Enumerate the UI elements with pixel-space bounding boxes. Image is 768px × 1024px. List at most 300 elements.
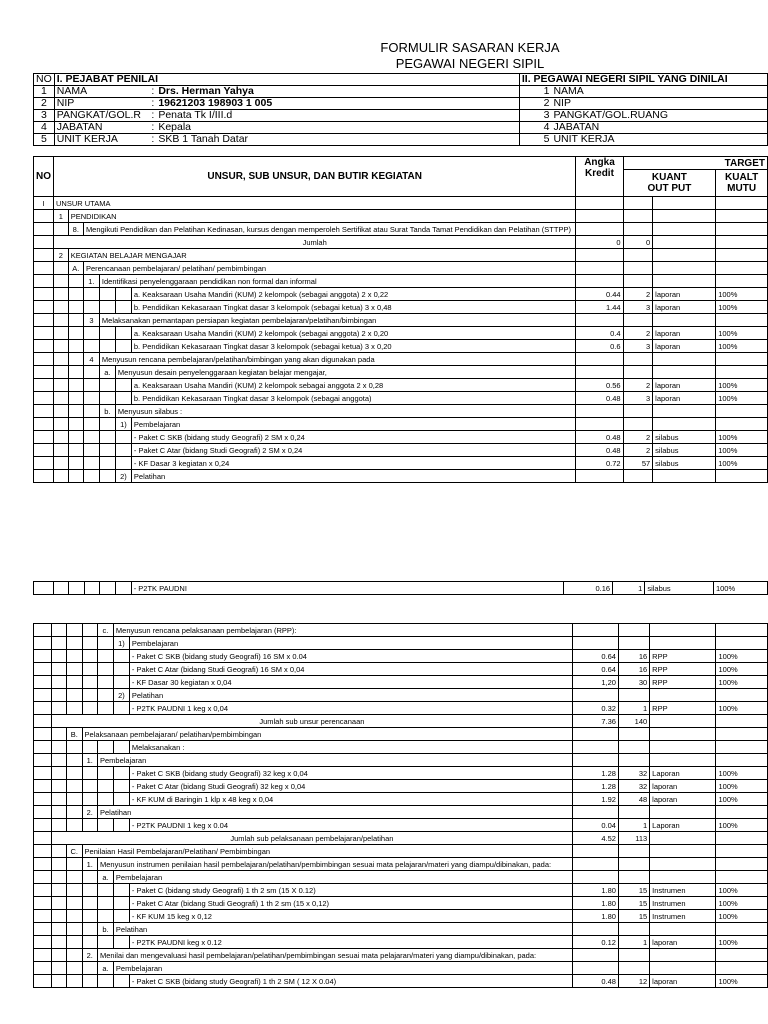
row-marker — [113, 741, 129, 754]
row-description: Pelatihan — [113, 923, 572, 936]
angka-kredit-value: 0.56 — [576, 379, 623, 392]
kuant-value: 2 — [623, 327, 653, 340]
mutu-value — [716, 845, 768, 858]
row-marker — [82, 702, 97, 715]
table-row — [34, 936, 768, 949]
table-row — [34, 470, 768, 483]
output-unit — [650, 689, 716, 702]
row-marker: 1. — [83, 275, 99, 288]
row-marker — [113, 676, 129, 689]
row-marker — [115, 457, 131, 470]
activity-table-page2 — [33, 623, 768, 988]
angka-kredit-value — [572, 923, 618, 936]
row-marker — [34, 418, 54, 431]
mutu-value — [716, 353, 768, 366]
row-marker — [115, 444, 131, 457]
angka-kredit-value — [576, 418, 623, 431]
angka-kredit-value — [576, 210, 623, 223]
row-description: - Paket C SKB (bidang study Geografi) 32 keg x 0,04 — [129, 767, 572, 780]
row-marker — [83, 366, 99, 379]
row-marker: 4 — [83, 353, 99, 366]
row-marker — [68, 353, 83, 366]
row-marker — [34, 858, 52, 871]
row-marker — [34, 624, 52, 637]
table-row — [34, 962, 768, 975]
row-marker — [83, 418, 99, 431]
row-marker — [54, 431, 69, 444]
mutu-value — [716, 197, 768, 210]
identity-separator: : — [151, 97, 155, 109]
angka-kredit-value: 0.64 — [572, 663, 618, 676]
row-marker — [99, 418, 115, 431]
angka-kredit-value — [572, 741, 618, 754]
pns-number: 2 — [519, 98, 551, 110]
output-unit: silabus — [653, 431, 716, 444]
row-marker — [82, 780, 97, 793]
angka-kredit-value: 0.16 — [564, 582, 613, 595]
output-unit: RPP — [650, 650, 716, 663]
row-marker: b. — [99, 405, 115, 418]
row-marker — [52, 624, 67, 637]
row-description: - KF Dasar 30 kegiatan x 0,04 — [129, 676, 572, 689]
identity-value: 19621203 198903 1 005 — [156, 98, 519, 110]
table-row — [34, 871, 768, 884]
row-marker — [66, 689, 82, 702]
angka-kredit-value — [572, 624, 618, 637]
table-row — [34, 884, 768, 897]
identity-row — [34, 134, 768, 146]
row-marker — [99, 301, 115, 314]
angka-kredit-value — [576, 262, 623, 275]
row-marker — [82, 923, 97, 936]
kuant-value — [618, 858, 649, 871]
kuant-value — [618, 728, 649, 741]
row-description: Pelatihan — [129, 689, 572, 702]
row-marker — [54, 223, 69, 236]
kuant-value — [623, 405, 653, 418]
row-marker — [52, 637, 67, 650]
row-marker — [34, 780, 52, 793]
identity-value: Kepala — [156, 122, 519, 134]
angka-kredit-value: 4.52 — [572, 832, 618, 845]
row-marker: b. — [97, 923, 113, 936]
row-marker — [68, 418, 83, 431]
kuant-value: 113 — [618, 832, 649, 845]
mutu-value — [716, 418, 768, 431]
row-description: - P2TK PAUDNI keg x 0.12 — [129, 936, 572, 949]
row-marker — [97, 676, 113, 689]
identity-separator: : — [151, 109, 155, 121]
table-row — [34, 418, 768, 431]
kuant-value — [623, 249, 653, 262]
output-unit — [653, 197, 716, 210]
kuant-value: 3 — [623, 301, 653, 314]
kuant-value: 0 — [623, 236, 653, 249]
row-marker — [34, 340, 54, 353]
angka-kredit-value — [572, 858, 618, 871]
identity-label: NIP — [54, 98, 149, 110]
row-marker — [97, 663, 113, 676]
row-description: Pelaksanaan pembelajaran/ pelatihan/pembimbingan — [82, 728, 572, 741]
row-marker — [97, 936, 113, 949]
row-marker — [82, 793, 97, 806]
row-marker — [34, 288, 54, 301]
row-marker — [34, 962, 52, 975]
angka-kredit-value — [576, 249, 623, 262]
kuant-value — [618, 871, 649, 884]
row-description: PENDIDIKAN — [68, 210, 576, 223]
pns-label: NIP — [551, 98, 767, 110]
identity-row — [34, 86, 768, 98]
row-description: - Paket C Atar (bidang Studi Geografi) 16 SM x 0,04 — [129, 663, 572, 676]
mutu-value: 100% — [716, 884, 768, 897]
row-marker — [34, 715, 52, 728]
angka-kredit-value: 0.48 — [576, 392, 623, 405]
table-row — [34, 793, 768, 806]
table-row — [34, 366, 768, 379]
row-marker — [99, 288, 115, 301]
form-title: FORMULIR SASARAN KERJA — [380, 40, 560, 55]
row-marker — [52, 767, 67, 780]
row-marker — [52, 923, 67, 936]
angka-kredit-value — [576, 275, 623, 288]
angka-kredit-value — [572, 845, 618, 858]
row-marker — [116, 582, 132, 595]
row-marker — [54, 470, 69, 483]
row-marker — [82, 676, 97, 689]
col-kualt-mutu: KUALT MUTU — [716, 170, 768, 197]
mutu-value — [716, 223, 768, 236]
identity-value: Drs. Herman Yahya — [156, 86, 519, 98]
row-description: - KF KUM di Baringin 1 klp x 48 keg x 0,04 — [129, 793, 572, 806]
row-marker — [82, 741, 97, 754]
output-unit: RPP — [650, 676, 716, 689]
row-marker — [34, 689, 52, 702]
kuant-value: 1 — [618, 936, 649, 949]
table-row — [34, 845, 768, 858]
pns-number: 1 — [519, 86, 551, 98]
mutu-value: 100% — [716, 340, 768, 353]
row-marker — [97, 650, 113, 663]
angka-kredit-value: 0.72 — [576, 457, 623, 470]
table-row — [34, 819, 768, 832]
row-marker — [34, 582, 54, 595]
row-marker — [54, 444, 69, 457]
row-marker — [68, 288, 83, 301]
kuant-value — [623, 353, 653, 366]
row-description: - KF Dasar 3 kegiatan x 0,24 — [131, 457, 575, 470]
row-marker — [54, 392, 69, 405]
row-marker — [66, 819, 82, 832]
row-description: Pelatihan — [131, 470, 575, 483]
row-description: Pembelajaran — [97, 754, 572, 767]
row-description: Melaksanakan : — [129, 741, 572, 754]
row-description: Pembelajaran — [113, 962, 572, 975]
output-unit — [650, 949, 716, 962]
row-marker — [83, 288, 99, 301]
row-description: - Paket C Atar (bidang Studi Geografi) 1 th 2 sm (15 x 0,12) — [129, 897, 572, 910]
row-marker: A. — [68, 262, 83, 275]
row-marker — [82, 910, 97, 923]
output-unit — [653, 223, 716, 236]
row-marker: 1. — [82, 754, 97, 767]
angka-kredit-value: 0.12 — [572, 936, 618, 949]
row-marker — [54, 405, 69, 418]
table-row — [34, 975, 768, 988]
row-marker — [52, 949, 67, 962]
output-unit: laporan — [650, 936, 716, 949]
angka-kredit-value — [576, 223, 623, 236]
activity-table-continued — [33, 581, 768, 595]
table-row — [34, 444, 768, 457]
row-marker — [34, 741, 52, 754]
kuant-value — [623, 210, 653, 223]
row-description: Menyusun silabus : — [115, 405, 575, 418]
row-marker — [34, 845, 52, 858]
row-marker — [54, 262, 69, 275]
row-marker — [82, 663, 97, 676]
output-unit: laporan — [653, 392, 716, 405]
row-marker — [82, 819, 97, 832]
row-marker — [54, 340, 69, 353]
kuant-value: 32 — [618, 767, 649, 780]
table-row — [34, 676, 768, 689]
row-description: Perencanaan pembelajaran/ pelatihan/ pembimbingan — [83, 262, 575, 275]
row-marker — [97, 702, 113, 715]
kuant-value: 2 — [623, 379, 653, 392]
row-marker — [68, 327, 83, 340]
mutu-value: 100% — [716, 457, 768, 470]
table-row — [34, 288, 768, 301]
mutu-value — [716, 962, 768, 975]
row-description: Mengikuti Pendidikan dan Pelatihan Kedinasan, kursus dengan memperoleh Sertifikat atau Surat Tanda Tamat Pendidikan dan Pelatihan (STTPP) — [83, 223, 575, 236]
output-unit — [653, 249, 716, 262]
output-unit: RPP — [650, 702, 716, 715]
row-marker — [34, 457, 54, 470]
row-marker — [97, 975, 113, 988]
row-marker — [82, 975, 97, 988]
row-marker — [34, 301, 54, 314]
mutu-value — [716, 470, 768, 483]
angka-kredit-value: 0.48 — [572, 975, 618, 988]
col-angka-kredit: Angka Kredit — [576, 157, 623, 197]
identity-value: SKB 1 Tanah Datar — [156, 134, 519, 146]
row-marker — [83, 301, 99, 314]
row-marker — [115, 392, 131, 405]
row-marker — [68, 392, 83, 405]
row-marker — [52, 650, 67, 663]
row-description: a. Keaksaraan Usaha Mandiri (KUM) 2 kelompok (sebagai anggota) 2 x 0,22 — [131, 288, 575, 301]
pns-label: JABATAN — [551, 122, 767, 134]
row-description: - Paket C SKB (bidang study Geografi) 16 SM x 0.04 — [129, 650, 572, 663]
output-unit — [653, 353, 716, 366]
row-marker — [34, 910, 52, 923]
output-unit: laporan — [650, 975, 716, 988]
mutu-value: 100% — [716, 793, 768, 806]
row-marker — [69, 582, 85, 595]
identity-label: UNIT KERJA — [54, 134, 149, 146]
output-unit — [653, 236, 716, 249]
output-unit: Instrumen — [650, 884, 716, 897]
kuant-value: 3 — [623, 340, 653, 353]
row-marker — [34, 754, 52, 767]
row-marker — [82, 689, 97, 702]
row-marker — [34, 470, 54, 483]
table-row — [34, 301, 768, 314]
table-row — [34, 650, 768, 663]
angka-kredit-value — [576, 314, 623, 327]
output-unit: laporan — [653, 340, 716, 353]
row-marker — [52, 780, 67, 793]
row-marker — [66, 767, 82, 780]
angka-kredit-value: 0.48 — [576, 431, 623, 444]
angka-kredit-value: 0.44 — [576, 288, 623, 301]
kuant-value — [618, 845, 649, 858]
kuant-value — [618, 624, 649, 637]
mutu-value — [716, 923, 768, 936]
output-unit — [653, 470, 716, 483]
row-marker — [54, 327, 69, 340]
mutu-value: 100% — [716, 444, 768, 457]
angka-kredit-value — [572, 637, 618, 650]
table-row — [34, 741, 768, 754]
angka-kredit-value: 0.6 — [576, 340, 623, 353]
row-marker — [66, 793, 82, 806]
mutu-value: 100% — [716, 301, 768, 314]
kuant-value — [618, 637, 649, 650]
row-marker — [53, 582, 69, 595]
table-row — [34, 340, 768, 353]
row-marker — [113, 884, 129, 897]
row-marker: I — [34, 197, 54, 210]
kuant-value: 16 — [618, 663, 649, 676]
angka-kredit-value — [572, 962, 618, 975]
row-marker — [113, 702, 129, 715]
row-marker: B. — [66, 728, 82, 741]
output-unit: Instrumen — [650, 910, 716, 923]
table-row — [34, 806, 768, 819]
kuant-value — [623, 366, 653, 379]
row-marker — [115, 379, 131, 392]
mutu-value — [716, 210, 768, 223]
kuant-value: 2 — [623, 444, 653, 457]
row-description: Pembelajaran — [113, 871, 572, 884]
row-marker: 1. — [82, 858, 97, 871]
mutu-value — [716, 624, 768, 637]
row-marker — [68, 379, 83, 392]
row-description: - P2TK PAUDNI 1 keg x 0,04 — [129, 702, 572, 715]
row-marker — [34, 249, 54, 262]
row-marker — [82, 962, 97, 975]
row-marker — [82, 624, 97, 637]
row-description: b. Pendidikan Kekasaraan Tingkat dasar 3 kelompok (sebagai ketua) 3 x 0,48 — [131, 301, 575, 314]
row-marker — [82, 871, 97, 884]
row-marker — [113, 780, 129, 793]
mutu-value — [716, 949, 768, 962]
kuant-value — [623, 275, 653, 288]
row-description: - P2TK PAUDNI 1 keg x 0.04 — [129, 819, 572, 832]
mutu-value: 100% — [716, 936, 768, 949]
row-marker — [83, 431, 99, 444]
row-marker — [34, 392, 54, 405]
row-marker — [68, 340, 83, 353]
row-marker: 1 — [54, 210, 69, 223]
table-row — [34, 637, 768, 650]
row-marker — [52, 897, 67, 910]
table-row — [34, 715, 768, 728]
output-unit — [650, 624, 716, 637]
row-marker — [99, 444, 115, 457]
row-marker — [97, 689, 113, 702]
row-marker: a. — [97, 962, 113, 975]
row-marker — [83, 379, 99, 392]
row-marker — [68, 444, 83, 457]
row-description: Menyusun desain penyelenggaraan kegiatan belajar mengajar, — [115, 366, 575, 379]
identity-number: 2 — [34, 98, 55, 110]
row-marker — [113, 663, 129, 676]
identity-table — [33, 73, 768, 146]
output-unit — [650, 741, 716, 754]
row-marker — [83, 444, 99, 457]
row-marker — [68, 457, 83, 470]
kuant-value — [623, 223, 653, 236]
row-marker — [84, 582, 100, 595]
kuant-value: 15 — [618, 884, 649, 897]
row-marker: a. — [97, 871, 113, 884]
mutu-value — [716, 806, 768, 819]
table-row — [34, 236, 768, 249]
angka-kredit-value — [576, 470, 623, 483]
row-marker — [34, 275, 54, 288]
output-unit: Laporan — [650, 767, 716, 780]
mutu-value: 100% — [716, 676, 768, 689]
row-description: - KF KUM 15 keg x 0,12 — [129, 910, 572, 923]
output-unit — [653, 262, 716, 275]
row-description: - Paket C SKB (bidang study Geografi) 2 SM x 0,24 — [131, 431, 575, 444]
mutu-value — [716, 741, 768, 754]
output-unit — [653, 405, 716, 418]
row-marker — [34, 210, 54, 223]
output-unit — [650, 832, 716, 845]
table-row — [34, 754, 768, 767]
row-marker — [83, 405, 99, 418]
row-marker — [34, 262, 54, 275]
row-marker — [52, 793, 67, 806]
identity-label: NAMA — [54, 86, 149, 98]
row-marker — [34, 314, 54, 327]
row-marker — [115, 431, 131, 444]
kuant-value: 2 — [623, 288, 653, 301]
output-unit: laporan — [650, 780, 716, 793]
kuant-value: 15 — [618, 897, 649, 910]
mutu-value — [716, 754, 768, 767]
col-unsur: UNSUR, SUB UNSUR, DAN BUTIR KEGIATAN — [54, 157, 576, 197]
table-row — [34, 923, 768, 936]
row-marker — [52, 702, 67, 715]
row-marker — [68, 301, 83, 314]
output-unit: silabus — [653, 444, 716, 457]
table-row — [34, 897, 768, 910]
row-marker — [52, 741, 67, 754]
kuant-value: 16 — [618, 650, 649, 663]
row-marker — [66, 858, 82, 871]
row-marker — [52, 676, 67, 689]
mutu-value — [716, 366, 768, 379]
row-marker — [34, 236, 54, 249]
row-marker — [82, 650, 97, 663]
row-description: b. Pendidikan Kekasaraan Tingkat dasar 3 kelompok (sebagai anggota) — [131, 392, 575, 405]
row-marker — [52, 910, 67, 923]
